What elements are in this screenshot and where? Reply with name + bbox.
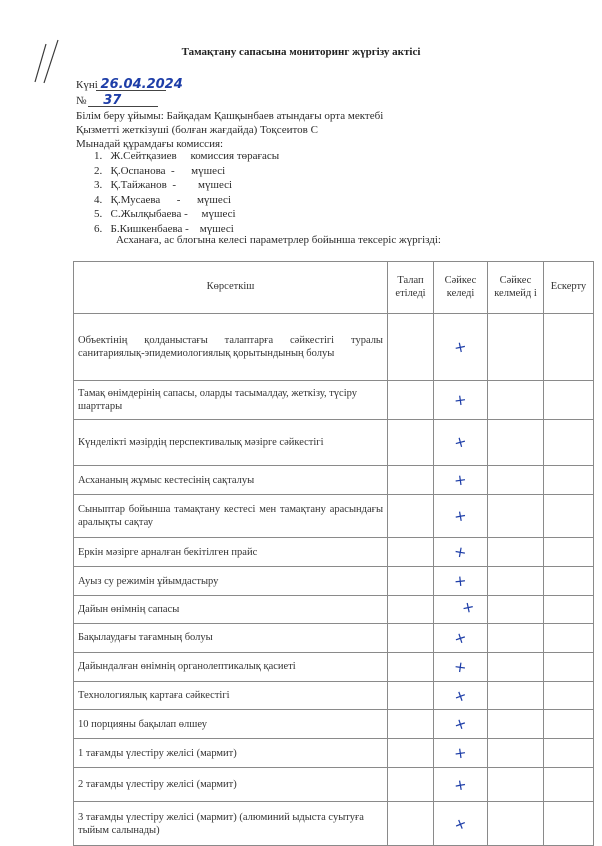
criterion-cell: 3 тағамды үлестіру желісі (мармит) (алюминий ыдыста суытуға тыйым салынады) <box>74 802 388 846</box>
handwritten-check-mark-icon: + <box>452 432 469 453</box>
number-label: № <box>76 95 87 107</box>
commission-members-list <box>94 149 279 237</box>
compliant-cell <box>434 710 488 738</box>
required-cell <box>388 567 434 595</box>
note-cell <box>544 380 594 419</box>
note-cell <box>544 314 594 381</box>
table-row <box>74 682 594 710</box>
number-underline <box>88 106 158 107</box>
criterion-cell: Еркін мәзірге арналған бекітілген прайс <box>74 537 388 566</box>
criterion-cell: 10 порцияны бақылап өлшеу <box>74 710 388 738</box>
criterion-cell: Ауыз су режимін ұйымдастыру <box>74 567 388 595</box>
date-value: 26.04.2024 <box>100 77 183 92</box>
required-cell <box>388 314 434 381</box>
criterion-cell: Сыныптар бойынша тамақтану кестесі мен тамақтану арасындағы аралықты сақтау <box>74 495 388 538</box>
criterion-cell: Бақылаудағы тағамның болуы <box>74 624 388 652</box>
date-label: Күні <box>76 79 98 91</box>
commission-member: 3. Қ.Тайжанов - мүшесі <box>94 179 233 192</box>
compliant-cell <box>434 738 488 767</box>
criterion-cell: 2 тағамды үлестіру желісі (мармит) <box>74 768 388 802</box>
required-cell <box>388 419 434 465</box>
table-row <box>74 380 594 419</box>
noncompliant-cell <box>488 465 544 494</box>
note-cell <box>544 495 594 538</box>
compliant-cell <box>434 380 488 419</box>
compliant-cell <box>434 537 488 566</box>
note-cell <box>544 419 594 465</box>
note-cell <box>544 595 594 623</box>
compliant-cell <box>434 314 488 381</box>
required-cell <box>388 802 434 846</box>
noncompliant-cell <box>488 738 544 767</box>
noncompliant-cell <box>488 710 544 738</box>
required-cell <box>388 738 434 767</box>
table-row <box>74 710 594 738</box>
commission-member: 4. Қ.Мусаева - мүшесі <box>94 193 231 206</box>
noncompliant-cell <box>488 595 544 623</box>
table-row <box>74 738 594 767</box>
table-row <box>74 624 594 652</box>
compliant-cell <box>434 652 488 681</box>
note-cell <box>544 537 594 566</box>
table-header-row <box>74 262 594 314</box>
noncompliant-cell <box>488 419 544 465</box>
org-line: Білім беру ұйымы: Байқадам Қашқынбаев атындағы орта мектебі <box>76 110 384 122</box>
table-row <box>74 802 594 846</box>
compliant-cell <box>434 465 488 494</box>
handwritten-check-mark-icon: + <box>452 542 469 563</box>
handwritten-check-mark-icon: + <box>453 470 468 490</box>
document-title: Тамақтану сапасына мониторинг жүргізу актісі <box>181 46 421 58</box>
note-cell <box>544 465 594 494</box>
compliant-cell <box>434 768 488 802</box>
handwritten-check-mark-icon: + <box>452 774 469 795</box>
note-cell <box>544 710 594 738</box>
criterion-cell: 1 тағамды үлестіру желісі (мармит) <box>74 738 388 767</box>
handwritten-check-mark-icon: + <box>453 656 468 677</box>
noncompliant-cell <box>488 768 544 802</box>
noncompliant-cell <box>488 537 544 566</box>
criterion-cell: Объектінің қолданыстағы талаптарға сәйкестігі туралы санитариялық-эпидемиологиялық қорытындының болуы <box>74 314 388 381</box>
handwritten-check-mark-icon: + <box>452 336 469 357</box>
criterion-cell: Дайын өнімнің сапасы <box>74 595 388 623</box>
compliant-cell <box>434 624 488 652</box>
header-criterion: Көрсеткіш <box>74 262 388 314</box>
required-cell <box>388 595 434 623</box>
inspection-intro: Асханаға, ас блогына келесі параметрлер бойынша тексеріс жүргізді: <box>116 234 441 246</box>
required-cell <box>388 652 434 681</box>
criterion-cell: Күнделікті мәзірдің перспективалық мәзірге сәйкестігі <box>74 419 388 465</box>
table-row <box>74 314 594 381</box>
handwritten-check-mark-icon: + <box>452 506 469 527</box>
date-underline <box>96 90 166 91</box>
pen-stroke-mark-icon <box>0 0 80 90</box>
header-note: Ескерту <box>544 262 594 314</box>
handwritten-check-mark-icon: + <box>453 571 468 591</box>
supplier-line: Қызметті жеткізуші (болған жағдайда) Тоқсеитов С <box>76 124 318 136</box>
table-row <box>74 537 594 566</box>
compliant-cell <box>434 682 488 710</box>
criterion-cell: Тамақ өнімдерінің сапасы, оларды тасымалдау, жеткізу, түсіру шарттары <box>74 380 388 419</box>
monitoring-table <box>73 261 594 846</box>
compliant-cell <box>434 802 488 846</box>
handwritten-check-mark-icon: + <box>451 627 470 649</box>
compliant-cell <box>434 567 488 595</box>
commission-intro: Мынадай құрамдағы комиссия: <box>76 138 224 150</box>
handwritten-check-mark-icon: + <box>453 743 468 763</box>
note-cell <box>544 624 594 652</box>
noncompliant-cell <box>488 495 544 538</box>
note-cell <box>544 682 594 710</box>
criterion-cell: Дайындалған өнімнің органолептикалық қасиеті <box>74 652 388 681</box>
table-row <box>74 495 594 538</box>
handwritten-check-mark-icon: + <box>453 389 468 410</box>
required-cell <box>388 495 434 538</box>
number-value: 37 <box>103 93 122 108</box>
noncompliant-cell <box>488 624 544 652</box>
handwritten-check-mark-icon: + <box>451 685 470 707</box>
noncompliant-cell <box>488 567 544 595</box>
required-cell <box>388 710 434 738</box>
required-cell <box>388 537 434 566</box>
required-cell <box>388 465 434 494</box>
noncompliant-cell <box>488 682 544 710</box>
required-cell <box>388 682 434 710</box>
header-noncompliant: Сәйкес келмейд і <box>488 262 544 314</box>
commission-member: 6. Б.Кишкенбаева - мүшесі <box>94 222 234 235</box>
handwritten-check-mark-icon: + <box>451 812 470 835</box>
note-cell <box>544 768 594 802</box>
noncompliant-cell <box>488 314 544 381</box>
compliant-cell <box>434 419 488 465</box>
table-row <box>74 595 594 623</box>
table-row <box>74 652 594 681</box>
noncompliant-cell <box>488 802 544 846</box>
commission-member: 5. С.Жылқыбаева - мүшесі <box>94 208 236 221</box>
commission-member: 2. Қ.Оспанова - мүшесі <box>94 164 226 177</box>
required-cell <box>388 768 434 802</box>
compliant-cell <box>434 495 488 538</box>
required-cell <box>388 624 434 652</box>
note-cell <box>544 652 594 681</box>
handwritten-check-mark-icon: + <box>451 713 470 735</box>
compliant-cell <box>434 595 488 623</box>
table-row <box>74 465 594 494</box>
criterion-cell: Технологиялық картаға сәйкестігі <box>74 682 388 710</box>
table-row <box>74 567 594 595</box>
table-row <box>74 419 594 465</box>
table-row <box>74 768 594 802</box>
required-cell <box>388 380 434 419</box>
header-required: Талап етіледі <box>388 262 434 314</box>
header-compliant: Сәйкес келеді <box>434 262 488 314</box>
note-cell <box>544 567 594 595</box>
commission-member: 1. Ж.Сейтқазиев комиссия төрағасы <box>94 150 280 162</box>
noncompliant-cell <box>488 380 544 419</box>
criterion-cell: Асхананың жұмыс кестесінің сақталуы <box>74 465 388 494</box>
noncompliant-cell <box>488 652 544 681</box>
note-cell <box>544 802 594 846</box>
handwritten-check-mark-icon: + <box>460 597 477 618</box>
note-cell <box>544 738 594 767</box>
